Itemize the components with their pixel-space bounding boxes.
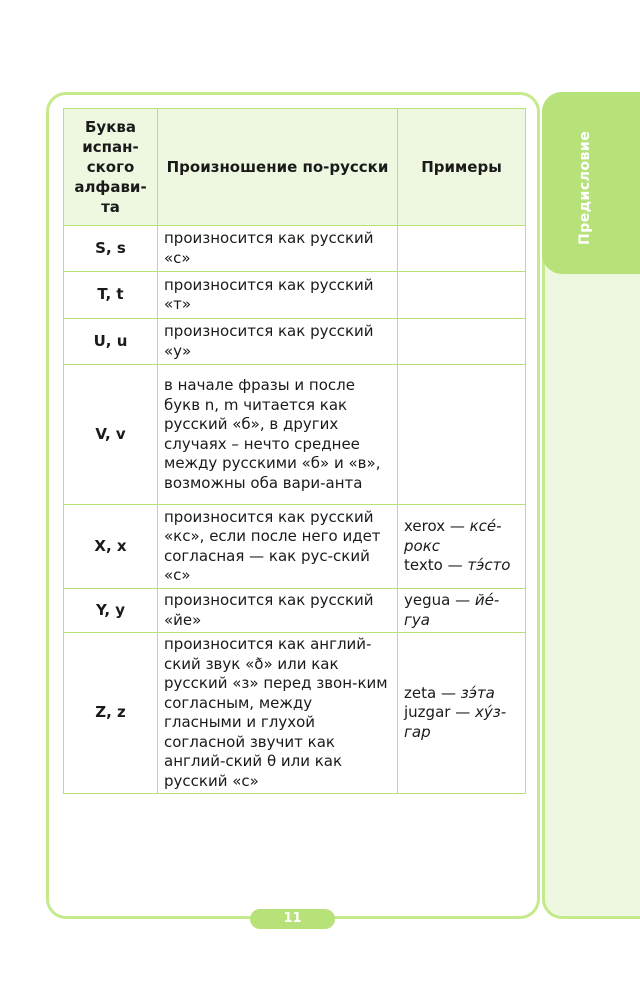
example-word: juzgar [404, 703, 451, 722]
table-row [64, 633, 526, 794]
table-row [64, 226, 526, 272]
example-word: texto [404, 556, 443, 575]
examples-cell [398, 226, 526, 272]
letter-cell: U, u [64, 319, 158, 365]
example-dash: — [442, 556, 468, 575]
table-row [64, 272, 526, 319]
letter-cell: S, s [64, 226, 158, 272]
example-dash: — [450, 703, 475, 722]
header-examples: Примеры [398, 109, 526, 226]
alphabet-table [63, 108, 526, 794]
examples-cell [398, 272, 526, 319]
example-dash: — [445, 517, 470, 536]
example-entry [404, 684, 519, 704]
page-number: 11 [250, 909, 335, 929]
example-entry [404, 591, 519, 630]
examples-cell [398, 319, 526, 365]
pronunciation-cell: в начале фразы и после букв n, m читается как русский «б», в других случаях – нечто среднее между русскими «б» и «в», возможны оба вари-анта [158, 365, 398, 505]
table-row [64, 319, 526, 365]
example-transcription: йе́-гуа [404, 591, 500, 629]
examples-cell [398, 633, 526, 794]
pronunciation-cell: произносится как русский «кс», если после него идет согласная — как рус-ский «с» [158, 505, 398, 589]
table-header-row [64, 109, 526, 226]
table-row [64, 505, 526, 589]
example-word: xerox [404, 517, 446, 536]
table-row [64, 589, 526, 633]
example-word: zeta [404, 683, 437, 702]
section-tab-label: Предисловие [577, 130, 593, 245]
header-pronunciation: Произношение по-русски [158, 109, 398, 226]
example-word: yegua [404, 591, 451, 609]
example-dash: — [450, 591, 475, 609]
example-transcription: ху́з-гар [404, 703, 507, 741]
examples-cell [398, 365, 526, 505]
header-letter: Буква испан-ского алфави-та [64, 109, 158, 226]
example-entry [404, 556, 519, 576]
letter-cell: T, t [64, 272, 158, 319]
examples-cell [398, 589, 526, 633]
letter-cell: V, v [64, 365, 158, 505]
example-transcription: ксе́-рокс [404, 517, 502, 555]
pronunciation-cell: произносится как русский «йе» [158, 589, 398, 633]
example-entry [404, 703, 519, 742]
example-dash: — [436, 683, 461, 702]
letter-cell: X, x [64, 505, 158, 589]
letter-cell: Z, z [64, 633, 158, 794]
pronunciation-cell: произносится как русский «т» [158, 272, 398, 319]
examples-cell [398, 505, 526, 589]
letter-cell: Y, y [64, 589, 158, 633]
table-row [64, 365, 526, 505]
example-transcription: зэ́та [460, 683, 495, 702]
pronunciation-cell: произносится как русский «с» [158, 226, 398, 272]
example-entry [404, 517, 519, 556]
pronunciation-cell: произносится как англий-ский звук «ð» или как русский «з» перед звон-ким согласным, между гласными и глухой согласной звучит как англий-ский θ или как русский «с» [158, 633, 398, 794]
pronunciation-cell: произносится как русский «у» [158, 319, 398, 365]
example-transcription: тэ́сто [467, 556, 511, 575]
